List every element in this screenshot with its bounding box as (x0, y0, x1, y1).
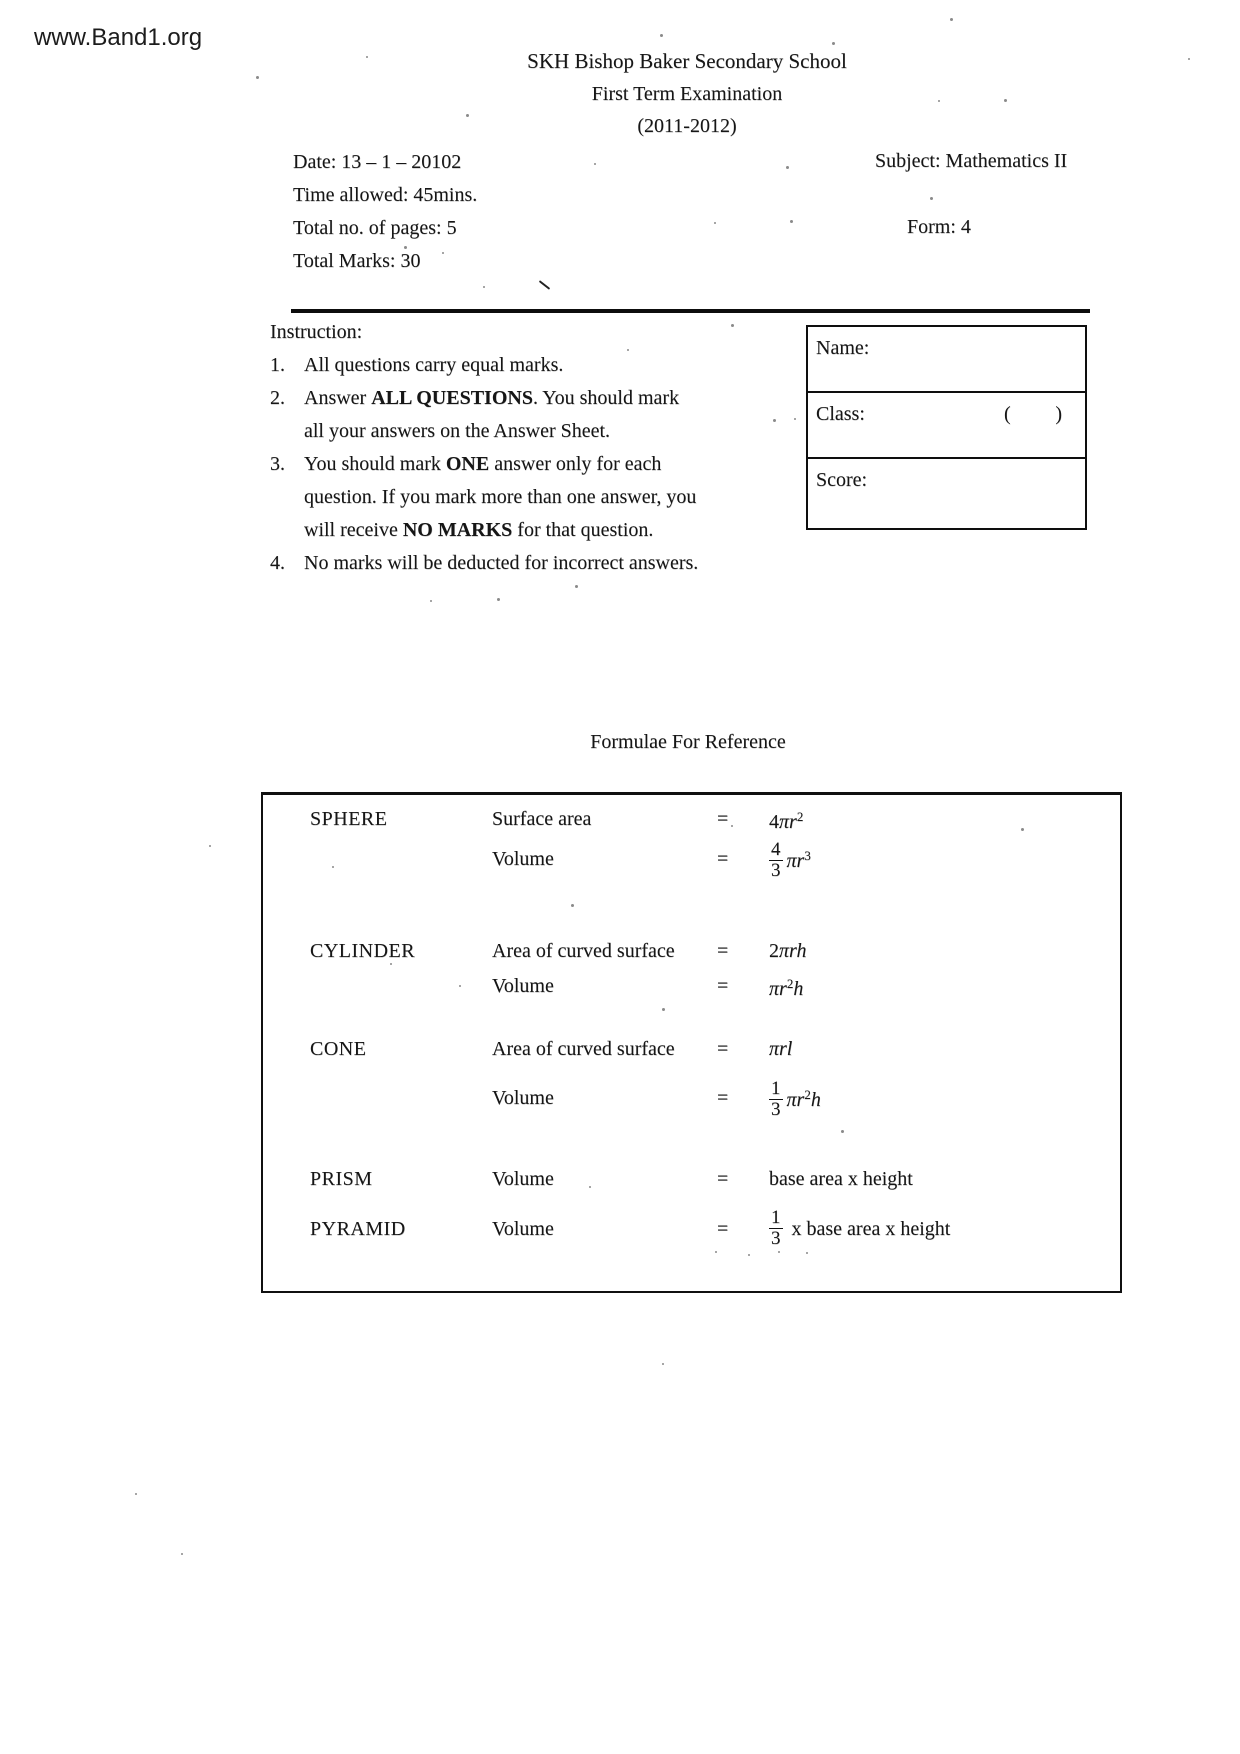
equals-sign: = (717, 847, 729, 870)
instruction-segment: . You should mark (532, 387, 680, 409)
instruction-segment: ALL QUESTIONS (371, 387, 533, 409)
formula-expression (769, 1033, 1120, 1066)
formula-row (263, 1071, 1120, 1119)
exam-date: Date: 13 – 1 – 20102 (293, 151, 462, 173)
scan-speckle (786, 166, 789, 169)
instruction-number: 1. (270, 354, 285, 376)
scan-speckle (714, 222, 716, 224)
formulae-title: Formulae For Reference (590, 731, 786, 753)
close-paren: ) (1055, 403, 1062, 425)
name-label: Name: (816, 337, 870, 359)
class-row (808, 393, 1085, 459)
instruction-number: 3. (270, 453, 285, 475)
formula-property: Area of curved surface (492, 940, 675, 962)
equals-sign: = (717, 808, 729, 830)
instruction-segment: All questions carry equal marks. (304, 354, 564, 376)
instruction-segment: NO MARKS (402, 519, 513, 541)
watermark-url: www.Band1.org (34, 24, 203, 51)
formula-row (263, 1033, 1120, 1066)
formula-text: πr (769, 978, 787, 1000)
instruction-segment: No marks will be deducted for incorrect answers. (304, 552, 699, 574)
formula-expression (769, 1205, 1120, 1253)
equals-sign: = (717, 975, 729, 997)
solid-name: PYRAMID (310, 1218, 406, 1240)
fraction-denominator: 3 (771, 1098, 781, 1120)
open-paren: ( (1004, 403, 1011, 425)
formula-text: 4 (769, 811, 779, 833)
scan-speckle (497, 598, 500, 601)
scan-speckle (575, 585, 578, 588)
instruction-segment: Answer (304, 387, 372, 409)
instruction-segment: ONE (445, 453, 490, 475)
formula-superscript: 2 (796, 809, 804, 824)
scan-speckle (589, 1186, 591, 1188)
formula-text: πr (786, 850, 805, 872)
formula-property: Volume (492, 1086, 554, 1109)
equals-sign: = (717, 940, 729, 962)
form-label: Form: 4 (907, 216, 971, 238)
instruction-line (304, 514, 696, 547)
class-number-parentheses (1004, 403, 1062, 426)
formula-property: Surface area (492, 808, 592, 830)
instruction-text (304, 448, 696, 547)
scan-speckle (806, 1252, 808, 1254)
equals-sign: = (717, 1086, 729, 1109)
formula-fraction (769, 840, 783, 881)
name-row (808, 327, 1085, 393)
scan-speckle (662, 1008, 665, 1011)
instructions-title: Instruction: (270, 321, 363, 343)
scan-speckle (950, 18, 953, 21)
solid-name: PRISM (310, 1168, 373, 1190)
formula-text: h (793, 978, 804, 1000)
scan-speckle (1004, 99, 1007, 102)
instruction-segment: answer only for each (489, 453, 662, 475)
instruction-item (270, 448, 790, 547)
exam-year: (2011-2012) (637, 115, 737, 137)
scan-speckle (627, 349, 629, 351)
instruction-segment: all your answers on the Answer Sheet. (304, 420, 611, 442)
formula-row (263, 1205, 1120, 1253)
instructions-section (270, 316, 790, 580)
equals-sign: = (717, 1218, 729, 1240)
formula-fraction (769, 1079, 783, 1120)
instruction-item (270, 547, 790, 580)
formula-expression (769, 967, 1120, 1006)
scan-speckle (778, 1251, 780, 1253)
score-label: Score: (816, 469, 868, 491)
formula-text: πr (779, 811, 797, 833)
solid-name: CONE (310, 1038, 367, 1060)
scan-speckle (430, 600, 432, 602)
total-pages: Total no. of pages: 5 (293, 217, 457, 239)
instruction-line (304, 448, 696, 481)
scan-speckle (662, 1363, 664, 1365)
instruction-item (270, 382, 790, 448)
scan-speckle (404, 246, 407, 249)
instruction-segment: question. If you mark more than one answer, you (304, 486, 697, 508)
instruction-segment: for that question. (512, 519, 654, 541)
formula-property: Area of curved surface (492, 1038, 675, 1060)
formula-property: Volume (492, 975, 554, 997)
fraction-numerator: 4 (771, 838, 781, 860)
exam-meta-left (293, 146, 477, 278)
instruction-text (304, 382, 679, 448)
scan-speckle (794, 418, 796, 420)
equals-sign: = (717, 1038, 729, 1060)
class-label: Class: (816, 403, 865, 425)
time-allowed: Time allowed: 45mins. (293, 184, 478, 206)
scan-speckle (209, 845, 211, 847)
formula-text: πrl (769, 1038, 793, 1060)
scan-speckle (442, 252, 444, 254)
fraction-denominator: 3 (771, 859, 781, 881)
scan-speckle (594, 163, 596, 165)
scan-speckle (1188, 58, 1190, 60)
formula-text: 2 (769, 940, 779, 962)
instructions-list (270, 349, 790, 580)
fraction-denominator: 3 (771, 1227, 781, 1249)
scan-speckle (366, 56, 368, 58)
instruction-number: 2. (270, 387, 285, 409)
scan-speckle (832, 42, 835, 45)
solid-name: SPHERE (310, 808, 388, 830)
formula-fraction (769, 1208, 783, 1249)
school-name: SKH Bishop Baker Secondary School (527, 49, 847, 73)
formula-text: πr (786, 1089, 805, 1111)
instruction-segment: will receive (304, 519, 403, 541)
instruction-text (304, 547, 698, 580)
scan-speckle (332, 866, 334, 868)
formulae-table (261, 792, 1122, 1293)
scan-speckle (790, 220, 793, 223)
total-marks: Total Marks: 30 (293, 250, 421, 272)
instruction-item (270, 349, 790, 382)
formula-row (263, 967, 1120, 1000)
scan-speckle (571, 904, 574, 907)
scan-speckle (930, 197, 933, 200)
instruction-line (304, 415, 679, 448)
formula-superscript: 2 (786, 976, 794, 991)
formula-property: Volume (492, 1218, 554, 1240)
scan-speckle (483, 286, 485, 288)
fraction-numerator: 1 (771, 1206, 781, 1228)
formula-expression (769, 832, 1120, 885)
scan-speckle (731, 825, 733, 827)
formula-text: πrh (779, 940, 807, 962)
instruction-line (304, 481, 696, 514)
header-divider-rule (291, 309, 1090, 313)
formula-property: Volume (492, 847, 554, 870)
student-info-box (806, 325, 1087, 530)
scan-speckle (135, 1493, 137, 1495)
scan-speckle (390, 963, 392, 965)
formula-expression (769, 1071, 1120, 1124)
fraction-numerator: 1 (771, 1077, 781, 1099)
scan-speckle (256, 76, 259, 79)
scan-speckle (773, 419, 776, 422)
score-row (808, 459, 1085, 527)
instruction-segment: You should mark (304, 453, 446, 475)
scan-speckle (181, 1553, 183, 1555)
formula-row (263, 832, 1120, 880)
scan-speckle (748, 1254, 750, 1256)
scan-speckle (660, 34, 663, 37)
scan-speckle (466, 114, 469, 117)
scan-speckle (1021, 828, 1024, 831)
formula-text: x base area x height (786, 1218, 951, 1240)
equals-sign: = (717, 1168, 729, 1190)
formula-superscript: 2 (804, 1087, 811, 1102)
formula-text: base area x height (769, 1168, 913, 1190)
scan-scratch-mark (539, 280, 550, 290)
instruction-text (304, 349, 563, 382)
instruction-line (304, 382, 679, 415)
formula-expression (769, 1163, 1120, 1196)
formula-expression (769, 935, 1120, 968)
scan-speckle (459, 985, 461, 987)
instruction-number: 4. (270, 552, 285, 574)
formula-property: Volume (492, 1168, 554, 1190)
scan-speckle (841, 1130, 844, 1133)
formula-row (263, 800, 1120, 833)
scan-speckle (715, 1251, 717, 1253)
instruction-line (304, 547, 698, 580)
solid-name: CYLINDER (310, 940, 416, 962)
formula-row (263, 1163, 1120, 1196)
scan-speckle (731, 324, 734, 327)
instruction-line (304, 349, 563, 382)
subject-label: Subject: Mathematics II (875, 150, 1068, 172)
exam-title: First Term Examination (591, 83, 783, 105)
formula-superscript: 3 (804, 848, 811, 863)
scan-speckle (938, 100, 940, 102)
formula-text: h (810, 1089, 821, 1111)
